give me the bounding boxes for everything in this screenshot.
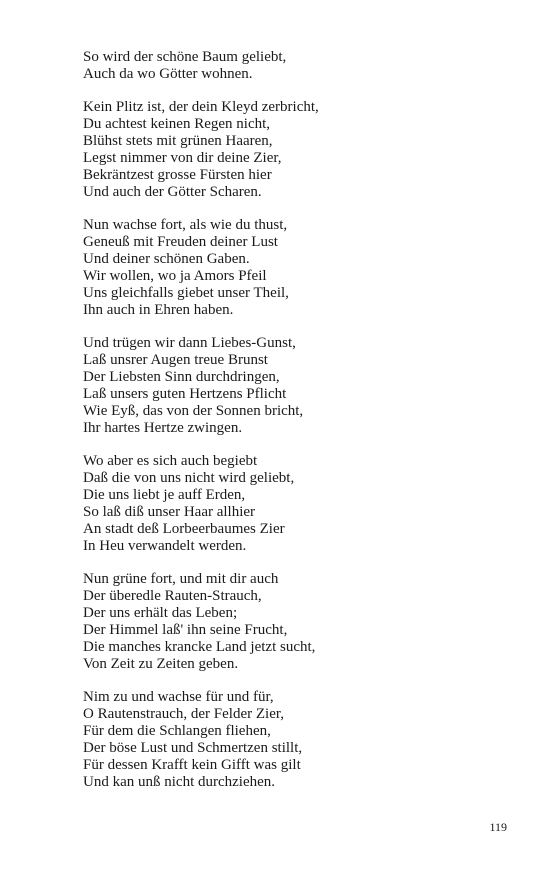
poem-line: Ihr hartes Hertze zwingen. [83, 420, 243, 436]
poem-line: Auch da wo Götter wohnen. [83, 66, 253, 82]
poem-line: So wird der schöne Baum geliebt, [83, 49, 287, 65]
poem-line: Wir wollen, wo ja Amors Pfeil [83, 268, 267, 284]
poem-line: Der Himmel laß' ihn seine Frucht, [83, 622, 288, 638]
poem-line: Und trügen wir dann Liebes-Gunst, [83, 335, 296, 351]
poem-line: Wie Eyß, das von der Sonnen bricht, [83, 403, 304, 419]
poem-line: Für dessen Krafft kein Gifft was gilt [83, 757, 301, 773]
poem-line: Du achtest keinen Regen nicht, [83, 116, 271, 132]
poem-line: An stadt deß Lorbeerbaumes Zier [83, 521, 285, 537]
poem-line: Laß unsrer Augen treue Brunst [83, 352, 268, 368]
poem-line: Und deiner schönen Gaben. [83, 251, 250, 267]
poem-line: Für dem die Schlangen fliehen, [83, 723, 271, 739]
poem-line: Legst nimmer von dir deine Zier, [83, 150, 282, 166]
poem-body [83, 49, 503, 807]
stanza [83, 689, 503, 791]
stanza [83, 99, 503, 201]
poem-line: Die uns liebt je auff Erden, [83, 487, 246, 503]
poem-line: Nun wachse fort, als wie du thust, [83, 217, 288, 233]
stanza [83, 217, 503, 319]
poem-line: Nim zu und wachse für und für, [83, 689, 274, 705]
poem-line: Uns gleichfalls giebet unser Theil, [83, 285, 289, 301]
poem-line: Geneuß mit Freuden deiner Lust [83, 234, 278, 250]
poem-line: In Heu verwandelt werden. [83, 538, 247, 554]
stanza [83, 49, 503, 83]
poem-line: Daß die von uns nicht wird geliebt, [83, 470, 295, 486]
poem-line: Kein Plitz ist, der dein Kleyd zerbricht, [83, 99, 319, 115]
poem-line: Blühst stets mit grünen Haaren, [83, 133, 273, 149]
poem-line: Der böse Lust und Schmertzen stillt, [83, 740, 303, 756]
poem-line: Der Liebsten Sinn durchdringen, [83, 369, 280, 385]
poem-line: Und kan unß nicht durchziehen. [83, 774, 276, 790]
poem-line: Der überedle Rauten-Strauch, [83, 588, 262, 604]
poem-line: Laß unsers guten Hertzens Pflicht [83, 386, 287, 402]
poem-line: Und auch der Götter Scharen. [83, 184, 262, 200]
poem-line: So laß diß unser Haar allhier [83, 504, 256, 520]
stanza [83, 335, 503, 437]
stanza [83, 571, 503, 673]
poem-line: O Rautenstrauch, der Felder Zier, [83, 706, 284, 722]
poem-line: Bekräntzest grosse Fürsten hier [83, 167, 272, 183]
poem-line: Nun grüne fort, und mit dir auch [83, 571, 279, 587]
poem-line: Ihn auch in Ehren haben. [83, 302, 234, 318]
poem-line: Wo aber es sich auch begiebt [83, 453, 258, 469]
poem-line: Der uns erhält das Leben; [83, 605, 238, 621]
poem-line: Die manches krancke Land jetzt sucht, [83, 639, 316, 655]
page-number: 119 [489, 820, 507, 834]
poem-line: Von Zeit zu Zeiten geben. [83, 656, 239, 672]
stanza [83, 453, 503, 555]
